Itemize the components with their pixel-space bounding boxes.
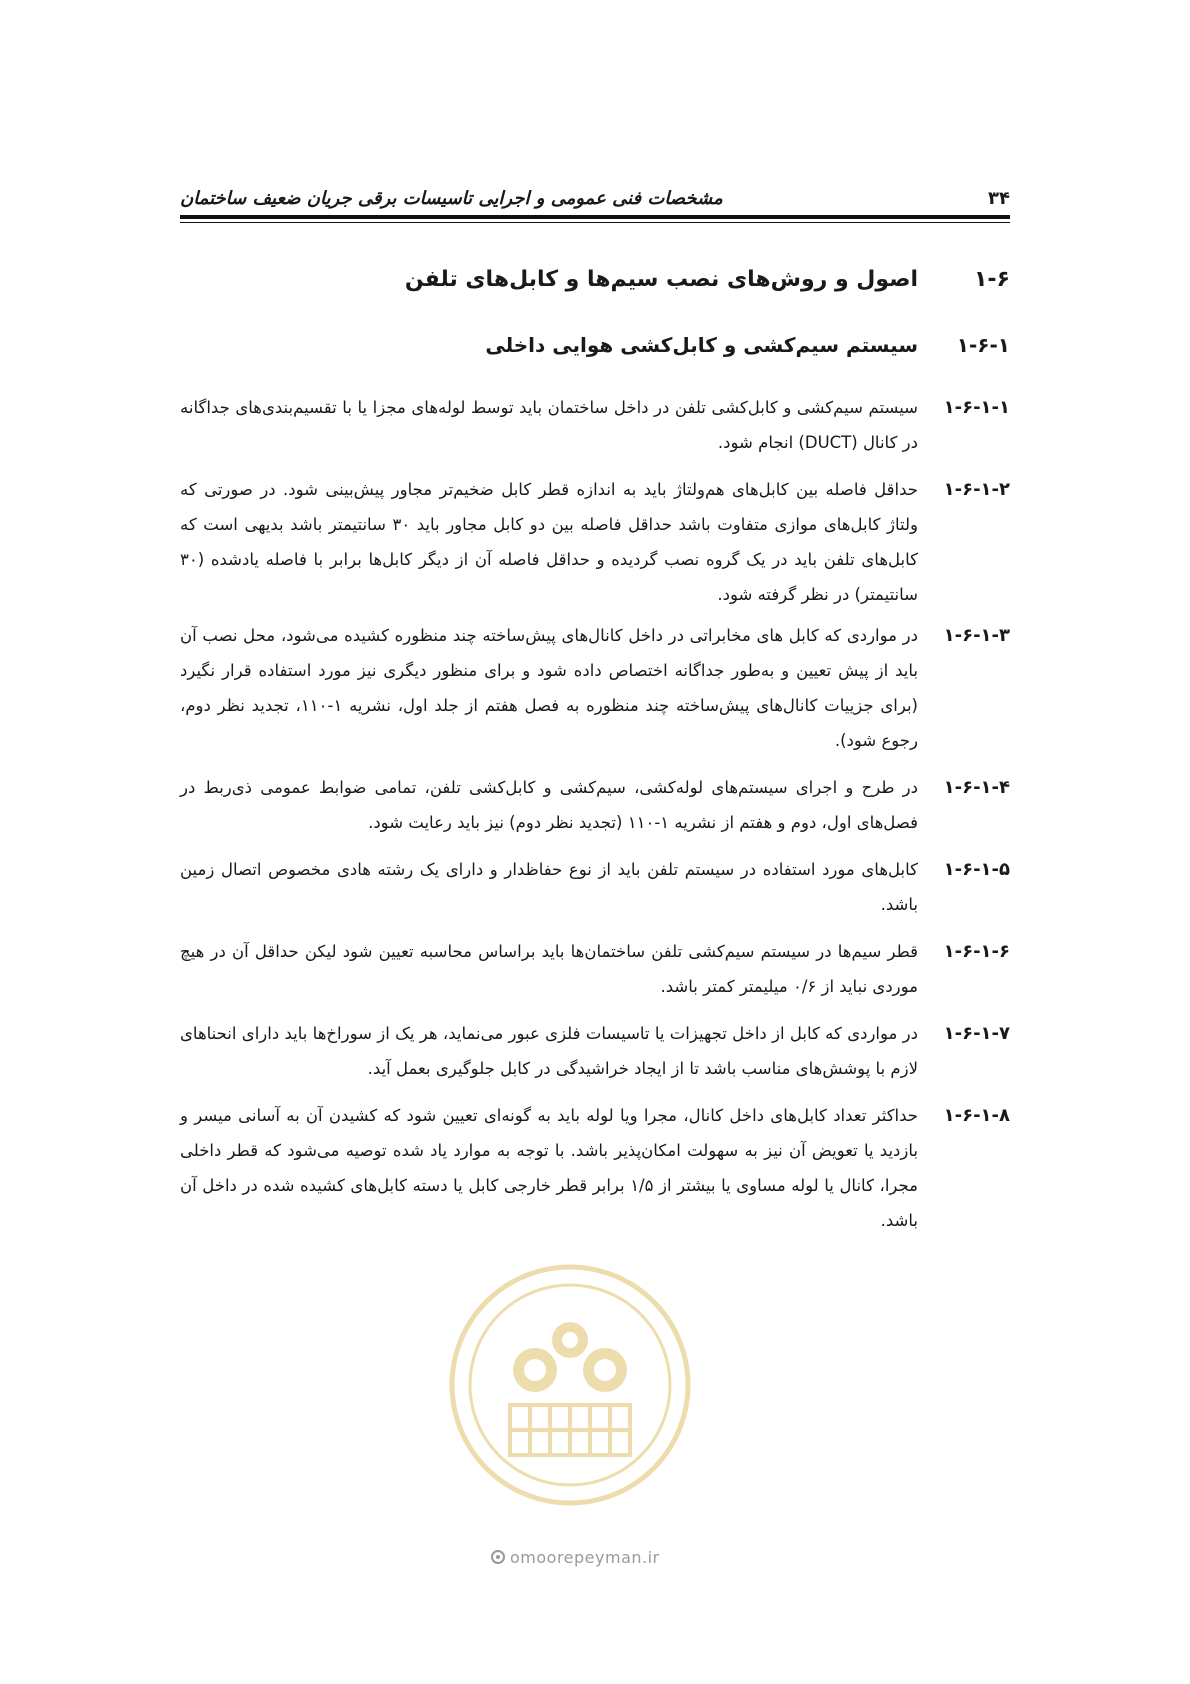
page-header [180,178,1010,218]
clause-number: ۱-۶-۱-۶ [943,941,1010,962]
section-number: ۱-۶ [974,267,1010,292]
subsection-number: ۱-۶-۱ [956,333,1010,357]
clause-text: حداکثر تعداد کابل‌های داخل کانال، مجرا ویا لوله باید به گونه‌ای تعیین شود که کشیدن آن به آسانی میسر و بازدید یا تعویض آن نیز به سهولت امکان‌پذیر باشد. با توجه به موارد یاد شده توصیه می‌شود که قطر داخلی مجرا، کانال یا لوله مساوی یا بیشتر از ۱/۵ برابر قطر خارجی کابل یا دسته کابل‌های کشیده شده در داخل آن باشد. [180,1106,918,1230]
header-rule-thick [180,215,1010,219]
watermark-site [490,1548,660,1567]
subsection-heading [180,330,1010,360]
clause-paragraph [180,390,1010,460]
watermark-seal-icon [440,1255,700,1515]
document-body [180,264,1010,1250]
section-title: اصول و روش‌های نصب سیم‌ها و کابل‌های تلفن [404,267,918,292]
running-title: مشخصات فنی عمومی و اجرایی تاسیسات برقی جریان ضعیف ساختمان [180,188,723,209]
section-heading [180,264,1010,296]
clause-number: ۱-۶-۱-۷ [943,1023,1010,1044]
clause-text: حداقل فاصله بین کابل‌های هم‌ولتاژ باید به اندازه قطر کابل ضخیم‌تر مجاور پیش‌بینی شود. در صورتی که ولتاژ کابل‌های موازی متفاوت باشد حداقل فاصله بین دو کابل مجاور باید ۳۰ سانتیمتر باشد بدیهی است که کابل‌های تلفن باید در یک گروه نصب گردیده و حداقل فاصله آن از دیگر کابل‌ها برابر با فاصله یادشده (۳۰ سانتیمتر) در نظر گرفته شود. [180,480,918,604]
clause-number: ۱-۶-۱-۵ [943,859,1010,880]
clause-number: ۱-۶-۱-۸ [943,1105,1010,1126]
clause-paragraph [180,770,1010,840]
watermark-site-text: omoorepeyman.ir [510,1548,660,1567]
clause-text: قطر سیم‌ها در سیستم سیم‌کشی تلفن ساختمان‌ها باید براساس محاسبه تعیین شود لیکن حداقل آن در هیچ موردی نباید از ۰/۶ میلیمتر کمتر باشد. [180,942,918,996]
clause-text: در طرح و اجرای سیستم‌های لوله‌کشی، سیم‌کشی و کابل‌کشی تلفن، تمامی ضوابط عمومی ذی‌ربط در فصل‌های اول، دوم و هفتم از نشریه ۱-۱۱۰ (تجدید نظر دوم) نیز باید رعایت شود. [180,778,918,832]
clause-number: ۱-۶-۱-۳ [943,625,1010,646]
clause-paragraph [180,934,1010,1004]
subsection-title: سیستم سیم‌کشی و کابل‌کشی هوایی داخلی [485,333,918,357]
clause-text: سیستم سیم‌کشی و کابل‌کشی تلفن در داخل ساختمان باید توسط لوله‌های مجزا یا با تقسیم‌بندی‌های جداگانه در کانال (DUCT) انجام شود. [180,398,918,452]
clause-text: در مواردی که کابل از داخل تجهیزات یا تاسیسات فلزی عبور می‌نماید، هر یک از سوراخ‌ها باید دارای انحناهای لازم با پوشش‌های مناسب باشد تا از ایجاد خراشیدگی در کابل جلوگیری بعمل آید. [180,1024,918,1078]
clause-paragraph [180,852,1010,922]
clause-paragraph [180,472,1010,612]
clause-number: ۱-۶-۱-۱ [943,397,1010,418]
clause-paragraph [180,618,1010,758]
clause-number: ۱-۶-۱-۲ [943,479,1010,500]
header-rule-thin [180,222,1010,223]
clause-paragraph [180,1016,1010,1086]
clause-text: کابل‌های مورد استفاده در سیستم تلفن باید از نوع حفاظدار و دارای یک رشته هادی مخصوص اتصال زمین باشد. [180,860,918,914]
clause-text: در مواردی که کابل های مخابراتی در داخل کانال‌های پیش‌ساخته چند منظوره کشیده می‌شود، محل نصب آن باید از پیش تعیین و به‌طور جداگانه اختصاص داده شود و برای منظور دیگری نیز مورد استفاده قرار نگیرد (برای جزییات کانال‌های پیش‌ساخته چند منظوره به فصل هفتم از جلد اول، نشریه ۱-۱۱۰، تجدید نظر دوم، رجوع شود). [180,626,918,750]
clause-number: ۱-۶-۱-۴ [943,777,1010,798]
page-number: ۳۴ [988,188,1010,209]
clause-paragraph [180,1098,1010,1238]
logo-gear-icon [490,1549,506,1565]
